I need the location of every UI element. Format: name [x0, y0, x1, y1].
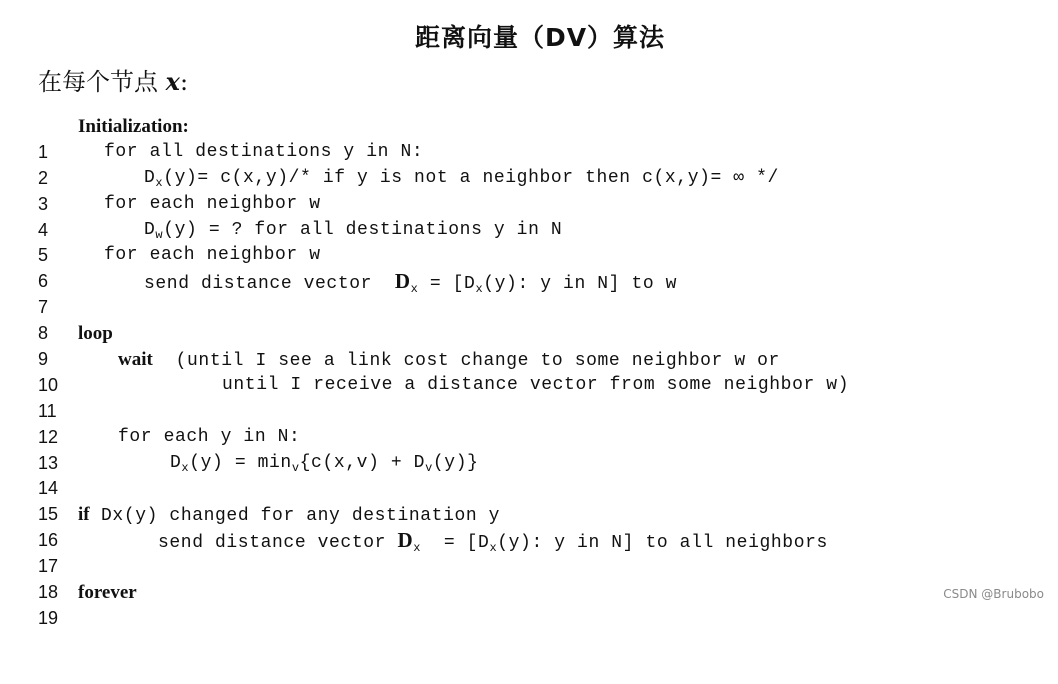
keyword-wait: wait [118, 349, 153, 371]
line-number: 3 [38, 193, 49, 214]
code-text: $D_x(y) = \min_v\{c(x,v) + D_v(y)\}$ [170, 452, 479, 475]
code-text: wait (until I see a link cost change to some neighbor w or [118, 349, 780, 372]
line-number: 10 [38, 374, 59, 395]
keyword-if: if [78, 504, 90, 526]
page-subtitle [38, 62, 188, 97]
watermark: CSDN @Brubobo [943, 587, 1044, 601]
keyword-loop: loop [78, 323, 113, 345]
line-number: 7 [38, 297, 49, 318]
code-text: for each neighbor w [104, 245, 321, 266]
line-number: 9 [38, 349, 49, 370]
line-number: 2 [38, 167, 49, 188]
code-line [0, 373, 1058, 421]
code-text: for each neighbor w [104, 193, 321, 214]
line-number: 16 [38, 530, 59, 551]
line-number: 19 [38, 607, 59, 628]
line-number: 11 [38, 400, 57, 421]
line-number: 1 [38, 141, 49, 162]
code-text: send distance vector $D_x = [D_x(y)$: y in N] to all neighbors [158, 528, 828, 556]
code-text: until I receive a distance vector from some neighbor w) [222, 374, 850, 395]
keyword-forever: forever [78, 582, 137, 604]
code-text: send distance vector $D_x = [D_x(y)$: y in N] to w [144, 269, 678, 297]
line-number: 12 [38, 426, 59, 447]
subtitle-suffix: : [179, 68, 189, 96]
code-text: $D_w(y)$ = ? for all destinations y in N [144, 219, 563, 242]
line-number: 18 [38, 582, 59, 603]
code-text: for each y in N: [118, 426, 301, 447]
line-number: 17 [38, 556, 59, 577]
line-number: 5 [38, 245, 49, 266]
line-number: 6 [38, 271, 49, 292]
subtitle-prefix: 在每个节点 [38, 68, 158, 96]
keyword-initialization: Initialization: [78, 116, 189, 137]
code-text: if Dx(y) changed for any destination y [78, 504, 501, 527]
code-line [0, 269, 1058, 318]
code-text: $D_x(y)= c(x,y)/*$ if y is not a neighbor then c(x,y)= ∞ */ [144, 167, 779, 190]
line-number: 14 [38, 478, 59, 499]
page-title: 距离向量（DV）算法 [414, 23, 666, 52]
code-line [0, 451, 1058, 499]
code-line [0, 528, 1058, 577]
pseudocode-block [0, 114, 1058, 628]
line-number: 8 [38, 323, 49, 344]
code-text: for all destinations y in N: [104, 141, 424, 162]
code-line [0, 580, 1058, 628]
subtitle-variable: x [165, 67, 180, 96]
line-number: 15 [38, 504, 59, 525]
line-number: 13 [38, 452, 59, 473]
line-number: 4 [38, 219, 49, 240]
